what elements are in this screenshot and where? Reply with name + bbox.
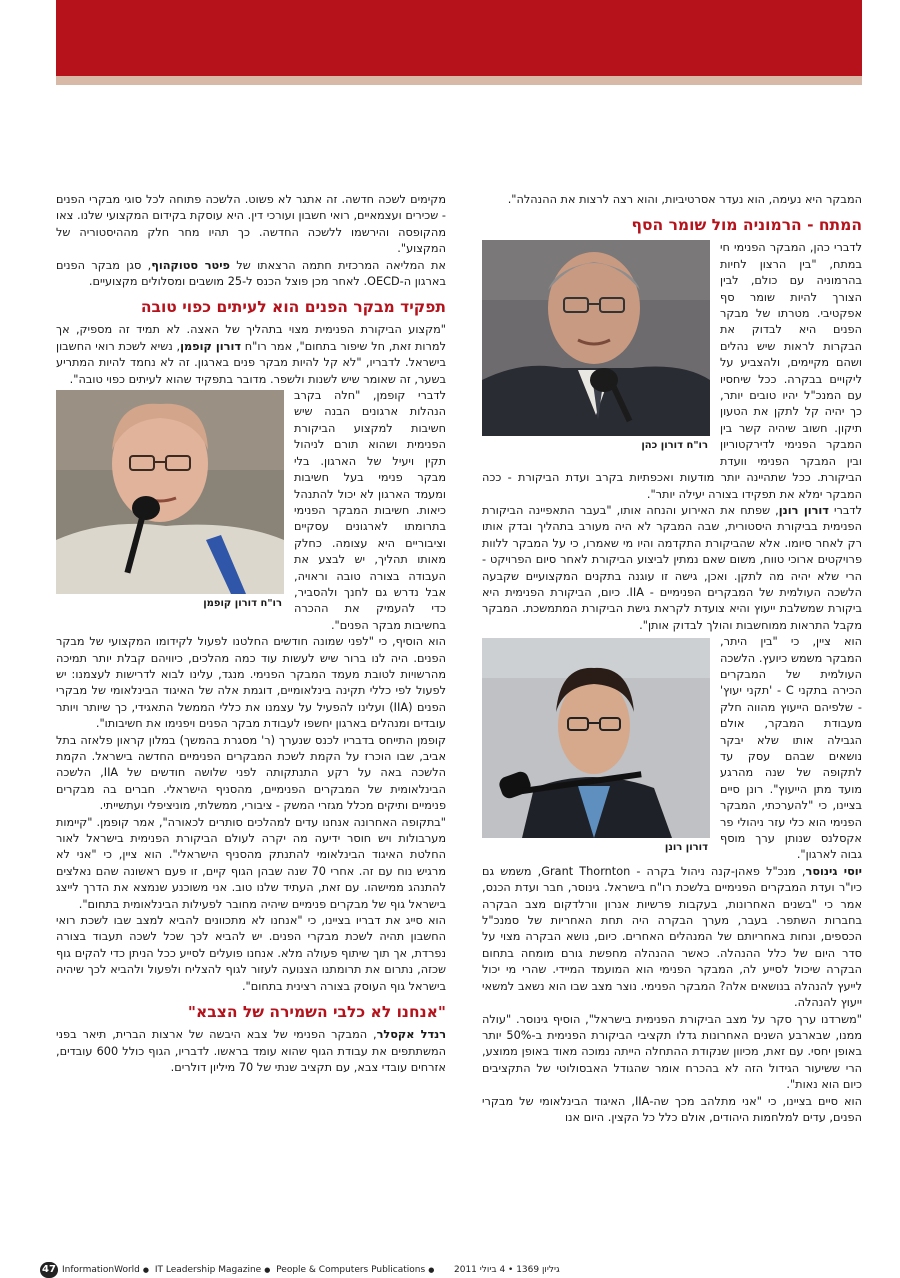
paragraph: הוא ציין, כי "בין היתר, המבקר משמש כיועץ. הלשכה העולמית של המבקרים הכירה בתקני C - 'תקני יעוץ' - שלפיהם הייעוץ מהווה חלק מעבודת המבקר, אולם הגבילה אותו שלא יבקר נושאים שבהם עסק עד לתקופה של שנה מהרגע מועד מתן הייעוץ". רונן סיים בציינו, כי "להערכתי, המבקר הפנימי הוא כלי עזר ניהולי פר אקסלנס שנותן ערך מוסף גבוה לארגון". xyxy=(720,635,862,862)
paragraph: הוא הוסיף, כי "לפני שמונה חודשים החלטנו לפעול לקידומו המקצועי של מבקר הפנים. היה לנו ברור שיש לעשות עוד כמה מהלכים, כיוויהם קבלת יותר תמיכה מהרשויות לטובת מעמד המבקר הפנימי. מנגד, עלינו לבוא לדרישות לעצמנו: יש לפעול לפי כללי תקינה בינלאומיים, דוגמת אלה של האיגוד הבינלאומי של מבקרי הפנים (IIA) ועלינו להפעיל על עצמנו את כללי הממשל התאגידי, כך שיותר ויותר עובדים ומנהלים בארגון יחשפו לעבודת מבקר הפנים ויפנימו את חשיבותו". xyxy=(56,635,446,731)
paragraph: הוא סייג את דבריו בציינו, כי "אנחנו לא מתכוונים להביא למצב שבו לשכת רואי החשבון תהיה לשכת מבקרי הפנים. יש להביא לכך שכל לשכה תעבוד בצורה נפרדת, אך תוך שיתוף פעולה מלא. אנחנו פועלים לסייע ככל הניתן כדי להקים גוף שכזה, נתרום את תרומתנו הצנועה לעזור לגוף להצליח ולפעול ולהביא לכך שיהיה בישראל גוף העוסק בצורה רצינית בתחום". xyxy=(56,914,446,993)
paragraph: לדברי קופמן, "חלה בקרב הנהלות ארגונים הבנה שיש חשיבות למקצוע הביקורת הפנימית ושהוא תורם לניהול תקין ויעיל של הארגון. בלי מבקר פנימי בעל חשיבות ומעמד הארגון לא יכול להתנהל כיאות. חשיבות המבקר הפנימי בתרומתו לארגונים עסקיים וציבוריים היא עצומה. כחלק מאותו תהליך, יש לבצע את העבודה בצורה טובה וראויה, אבל נדרש גם לחנך ולהסביר, כדי להעמיק את ההכרה בחשיבות מבקר הפנים". xyxy=(294,389,446,632)
paragraph: קופמן התייחס בדבריו לכנס שנערך (ר' מסגרת בהמשך) במלון קראון פלאזה בתל אביב, שבו הוכרז על הקמת לשכת המבקרים הפנימיים החדשה בישראל. הקמת הלשכה באה על רקע התנתקותה לפני שלושה חודשים של IIA, הלשכה הבינלאומית של המבקרים הפנימיים, מהסניף הישראלי. חברים בה מבקרים פנימיים ותיקים מכלל מגזרי המשק - ציבורי, ממשלתי, מוניציפלי ועתשייתי. xyxy=(56,733,446,813)
paragraph: לדברי דורון רונן, שפתח את האירוע והנחה אותו, "בעבר התאפיינה הביקורת הפנימית בביקורת היסטורית, שבה המבקר לא היה מעורב בתהליך ובדק אותו רק לאחר סיומו. אלא שהביקורת התקדמה והיו מי שאמרו, כי על המבקר ללוות פרויקטים ארוכי טווח, משום שאם נמתין לביצוע הביקורת לאחר סיום הפרויקט - הרי שלא יהיה מה לתקן. ואכן, גישה זו עוגנה בתקנים המקצועיים שקבעה הלשכה העולמית של המבקרים הפנימיים - IIA. כיום, הביקורת הפנימית היא ביקורת שמשלבת ייעוץ והיא צועדת לקראת גישת הביקורת המתמשכת. המבקר מקבל התראות ממוחשבות והולך לבדוק אותן". xyxy=(482,503,862,632)
section-heading: תפקיד מבקר הפנים הוא לעיתים כפוי טובה xyxy=(140,298,446,317)
photo-ronen xyxy=(482,638,710,838)
speaker-name: דורון קופמן xyxy=(180,339,241,353)
speaker-name: פיטר סטוקהוף xyxy=(151,258,230,272)
speaker-name: דורון רונן xyxy=(778,503,829,517)
paragraph: "בתקופה האחרונה אנחנו עדים למהלכים סותרים לכאורה", אמר קופמן. "קיימות מערבולות ויש חוסר ידיעה מה יקרה לעולם הביקורת הפנימית בישראל לאור החלטת האיגוד הבינלאומי להתנתק מהסניף הישראלי". הוא ציין, כי "אני לא מרגיש נוח עם זה. אחרי 70 שנה שבהן הגוף קיים, זו פעם ראשונה שהם נאלצים להתנהג ממישהו. עם זאת, העתיד שלנו טוב. אני משוכנע שנמצא את הדרך לייצג בישראל גוף של מבקרים פנימיים שיהיה מחובר לפעילות הבינלאומית בתחום". xyxy=(56,815,446,911)
photo-caption: רו"ח דורון קופמן xyxy=(203,598,282,610)
speaker-name: רנדל אקסלר xyxy=(376,1028,446,1042)
article-column-left xyxy=(56,192,446,1256)
speaker-name: יוסי גינוסר xyxy=(805,864,862,878)
section-heading: "אנחנו לא כלבי השמירה של הצבא" xyxy=(187,1003,446,1022)
paragraph: "מקצוע הביקורת הפנימית מצוי בתהליך של האצה. לא תמיד זה מספיק, אך למרות זאת, חל שיפור בתחום", אמר רו"ח דורון קופמן, נשיא לשכת רואי החשבון בישראל. לדבריו, "לא קל להיות מבקר פנים בארגון. זה לא נחמד להיות המתריע בשער, זה שאומר שיש לשנות ולשפר. מדובר בתפקיד שהוא לעיתים כפוי טובה". xyxy=(56,323,446,386)
paragraph: המבקר היא נעימה, הוא נעדר אסרטיביות, והוא רצה לרצות את ההנהלה". xyxy=(507,193,862,206)
photo-kopman xyxy=(56,390,284,594)
section-heading: המתח - הרמוניה מול שומר הסף xyxy=(631,216,862,235)
paragraph: את המליאה המרכזית חתמה הרצאתו של פיטר סטוקהוף, סגן מבקר הפנים בארגון ה-OECD. לאחר מכן פוצל הכנס ל-25 מושבים ומסלולים מקצועיים. xyxy=(56,258,446,289)
paragraph: מקימים לשכה חדשה. זה אתגר לא פשוט. הלשכה פתוחה לכל סוגי מבקרי הפנים - שכירים ועצמאיים, רואי חשבון ועורכי דין. היא עוסקת בקידום המקצועי שלנו. צאו מהקופסה והירשמו ללשכה החדשה. כך תהיו מחר חלק מההיסטוריה של המקצוע". xyxy=(56,193,446,256)
paragraph: הוא סיים בציינו, כי "אני מתלהב מכך שה-IIA, האיגוד הבינלאומי של מבקרי הפנים, עדים למלחמות היהודים, אולם כלל כל הקצין. היום אנו xyxy=(482,1094,862,1124)
page-footer xyxy=(40,1262,862,1278)
footer-item: InformationWorld xyxy=(62,1265,140,1275)
page-number: 47 xyxy=(40,1262,58,1278)
paragraph: לדברי כהן, המבקר הפנימי חי במתח, "בין הרצון לחיות בהרמוניה עם כולם, לבין הצורך להיות שומר סף אפקטיבי. מטרתו של מבקר הפנים היא לבדוק את הבקרות לראות שיש נהלים ושהם מקיימים, ולהצביע על ליקויים בבקרה. ככל שיחסיו עם המנכ"ל יהיו טובים יותר, כך יהיה קל לתקן את הטעון תיקון. חשוב שיהיה קשר בין המבקר הפנימי לדירקטוריון ובין המבקר הפנימי וועדת הביקורת. ככל שתהיינה יותר מודעות ואכפתיות בקרב ועדת הביקורת - ככה המבקר ימלא את תפקידו בצורה יעילה יותר". xyxy=(482,241,862,501)
header-rule xyxy=(56,76,862,85)
paragraph: "משרדנו ערך סקר על מצב הביקורת הפנימית בישראל", הוסיף גינוסר. "עולה ממנו, שבארבע השנים האחרונות גדלו תקציבי הביקורת הפנימית ב-50% יותר באופן יחסי. עם זאת, מכיוון שנקודת ההתחלה הייתה נמוכה מאוד באופן ממוצע, הרי ששיעור הגידול הזה לא בהכרח אומר שהגודל האבסולוטי של התקציבים כיום הוא נאות". xyxy=(482,1012,862,1092)
photo-caption: רו"ח דורון כהן xyxy=(641,440,708,452)
paragraph: יוסי גינוסר, מנכ"ל פאהן-קנה ניהול בקרה - Grant Thornton, משמש גם כיו"ר ועדת המבקרים הפנימיים בלשכת רו"ח בישראל. גינוסר, חבר ועדת הכנס, אמר כי "בשנים האחרונות, בעקבות פרשיות אנרון וורלדקום מצב הבקרה בחברות השתפר. בעבר, מערך הבקרה היה תחת האחריות של סמנכ"ל הכספים, ונחות באחריותם של המנהלים האחרים. כיום, נושא הבקרה מצוי על סדר היום של כלל ההנהלה. כאשר ההנהלה מחפשת גורם מומחה בתחום הבקרה שיכול לסייע לה, המבקר הפנימי הוא המועמד המיידי. שהרי מי יכול לייעץ להנהלה בנושאים אלה? המבקר הפנימי. נוצר מצב שבו הוא נשאב למשאי ייעוץ להנהלה. xyxy=(482,864,862,1010)
photo-figure-ronen xyxy=(482,638,710,856)
photo-figure-cohen xyxy=(482,240,710,454)
header-band xyxy=(56,0,862,76)
footer-publications: InformationWorld ● IT Leadership Magazine ● People & Computers Publications ● xyxy=(62,1265,435,1275)
footer-item: IT Leadership Magazine xyxy=(154,1265,262,1275)
photo-cohen xyxy=(482,240,710,436)
footer-item: People & Computers Publications xyxy=(276,1265,426,1275)
article-column-right xyxy=(482,192,862,1256)
photo-caption: דורון רונן xyxy=(664,842,708,854)
footer-issue: גיליון 1369 • 4 ביולי 2011 xyxy=(454,1265,560,1275)
paragraph: רנדל אקסלר, המבקר הפנימי של צבא היבשה של ארצות הברית, תיאר בפני המשתתפים את עבודת הגוף שהוא עומד בראשו. לדבריו, הגוף כולל 600 עובדים, אזרחים עובדי צבא, עם תקציב שנתי של 70 מיליון דולרים. xyxy=(56,1028,446,1074)
photo-figure-kopman xyxy=(56,390,284,612)
